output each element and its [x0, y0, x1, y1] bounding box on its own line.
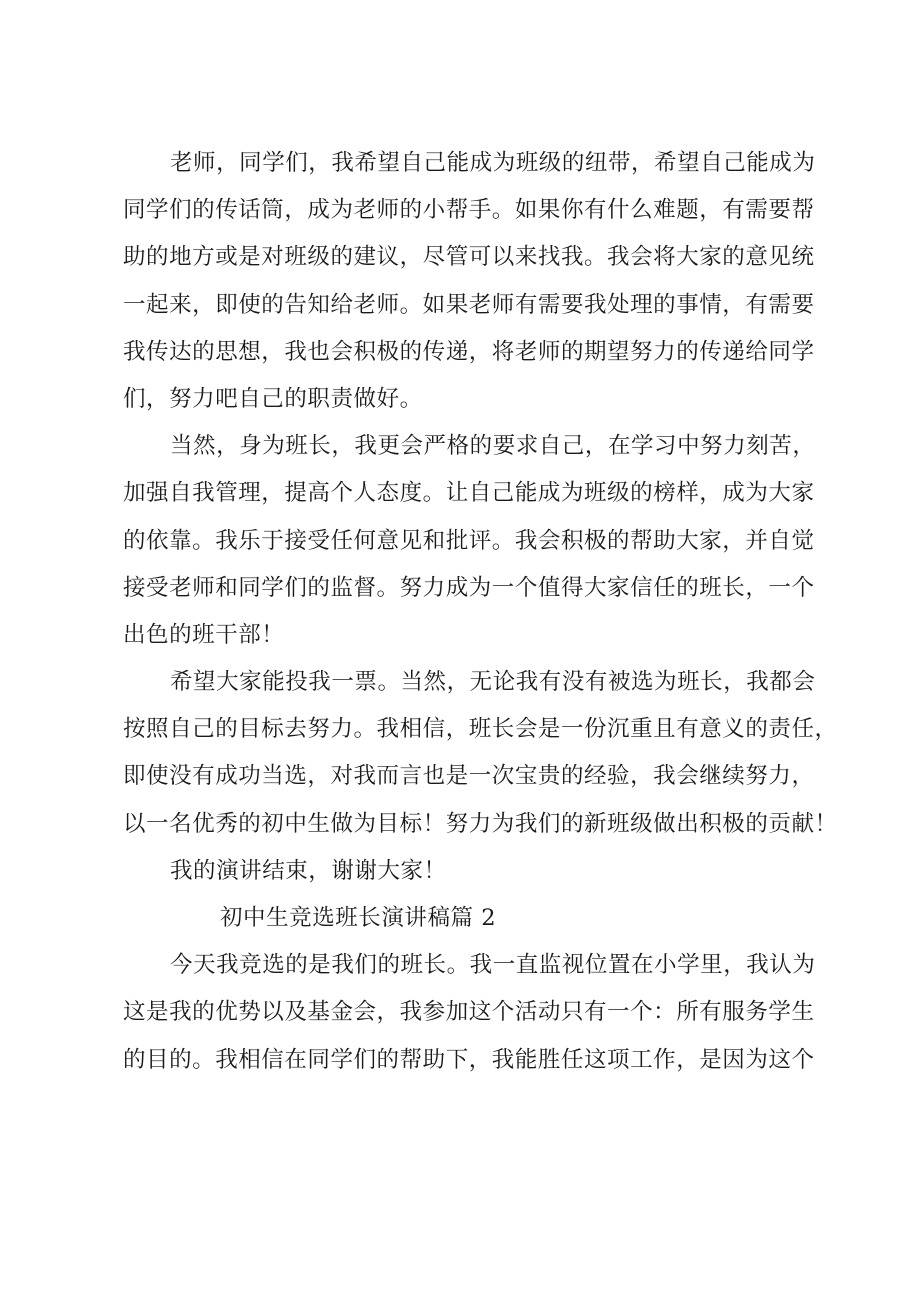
paragraph-line: 我传达的思想，我也会积极的传递，将老师的期望努力的传递给同学 [123, 338, 815, 365]
paragraph-line: 我的演讲结束，谢谢大家！ [170, 857, 447, 884]
paragraph-line: 接受老师和同学们的监督。努力成为一个值得大家信任的班长，一个 [123, 574, 815, 601]
paragraph-line: 这是我的优势以及基金会，我参加这个活动只有一个：所有服务学生 [123, 999, 815, 1026]
paragraph-line: 当然，身为班长，我更会严格的要求自己，在学习中努力刻苦， [170, 433, 816, 460]
paragraph-line: 的目的。我相信在同学们的帮助下，我能胜任这项工作，是因为这个 [123, 1046, 815, 1073]
paragraph-line: 一起来，即使的告知给老师。如果老师有需要我处理的事情，有需要 [123, 291, 815, 318]
paragraph-line: 出色的班干部！ [123, 621, 285, 648]
document-body [123, 140, 838, 1084]
paragraph-line: 加强自我管理，提高个人态度。让自己能成为班级的榜样，成为大家 [123, 480, 815, 507]
paragraph-line: 助的地方或是对班级的建议，尽管可以来找我。我会将大家的意见统 [123, 244, 815, 271]
paragraph-line: 按照自己的目标去努力。我相信，班长会是一份沉重且有意义的责任， [123, 716, 838, 743]
section-heading: 初中生竞选班长演讲稿篇 2 [220, 905, 497, 931]
paragraph-line: 们，努力吧自己的职责做好。 [123, 385, 423, 412]
paragraph-line: 即使没有成功当选，对我而言也是一次宝贵的经验，我会继续努力， [123, 763, 815, 790]
paragraph-line: 同学们的传话筒，成为老师的小帮手。如果你有什么难题，有需要帮 [123, 197, 815, 224]
paragraph-line: 的依靠。我乐于接受任何意见和批评。我会积极的帮助大家，并自觉 [123, 527, 815, 554]
paragraph-line: 以一名优秀的初中生做为目标！努力为我们的新班级做出积极的贡献！ [123, 810, 838, 837]
paragraph-line: 希望大家能投我一票。当然，无论我有没有被选为班长，我都会 [170, 669, 816, 696]
paragraph-line: 今天我竞选的是我们的班长。我一直监视位置在小学里，我认为 [170, 952, 816, 979]
paragraph-line: 老师，同学们，我希望自己能成为班级的纽带，希望自己能成为 [170, 150, 816, 176]
